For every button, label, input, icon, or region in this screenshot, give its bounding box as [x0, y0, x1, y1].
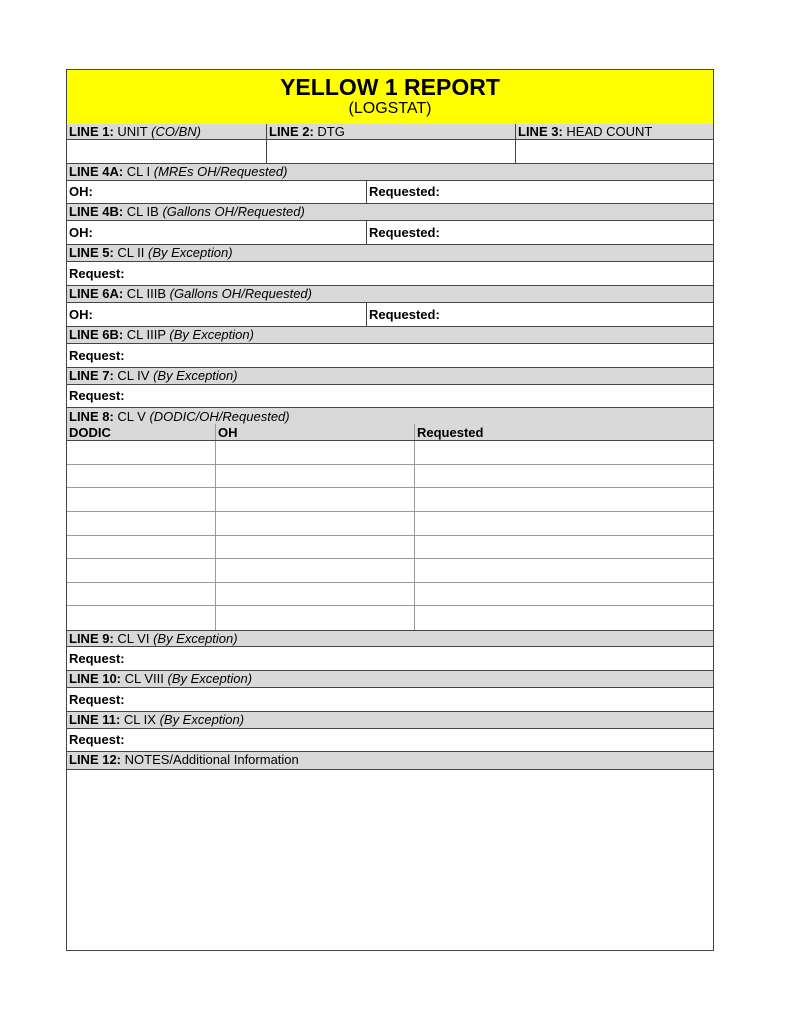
requested-cell[interactable] — [414, 465, 713, 488]
line4b-header: LINE 4B: CL IB (Gallons OH/Requested) — [67, 204, 713, 221]
dodic-cell[interactable] — [67, 559, 215, 582]
line8-header — [67, 408, 713, 441]
report-header — [67, 70, 713, 125]
line10-entry-row[interactable] — [67, 688, 713, 712]
dodic-table-body — [67, 441, 713, 630]
line9-request-label: Request: — [69, 651, 125, 666]
line6a-oh-field[interactable]: OH: — [69, 307, 93, 322]
requested-cell[interactable] — [414, 536, 713, 559]
report-subtitle: (LOGSTAT) — [348, 100, 432, 117]
line9-entry-row[interactable] — [67, 647, 713, 671]
oh-cell[interactable] — [215, 441, 414, 464]
oh-cell[interactable] — [215, 512, 414, 535]
yellow1-report-form — [66, 69, 714, 951]
line4a-entry-row — [67, 181, 713, 204]
table-row — [67, 559, 713, 583]
notes-area[interactable] — [67, 770, 713, 950]
dodic-cell[interactable] — [67, 441, 215, 464]
line6b-request-label: Request: — [69, 348, 125, 363]
requested-cell[interactable] — [414, 559, 713, 582]
oh-cell[interactable] — [215, 559, 414, 582]
lines-1-3-entry-row — [67, 140, 713, 164]
table-row — [67, 536, 713, 560]
dodic-cell[interactable] — [67, 488, 215, 511]
line11-entry-row[interactable] — [67, 729, 713, 752]
dtg-field[interactable] — [266, 140, 515, 163]
oh-cell[interactable] — [215, 536, 414, 559]
head-count-field[interactable] — [515, 140, 713, 163]
lines-1-3-header — [67, 124, 713, 140]
line7-entry-row[interactable] — [67, 385, 713, 408]
line3-label: LINE 3: HEAD COUNT — [515, 124, 713, 139]
line4a-requested-field[interactable]: Requested: — [366, 181, 713, 203]
line1-label: LINE 1: UNIT (CO/BN) — [69, 124, 201, 139]
oh-cell[interactable] — [215, 465, 414, 488]
line4b-entry-row — [67, 221, 713, 245]
dodic-cell[interactable] — [67, 465, 215, 488]
line5-entry-row[interactable] — [67, 262, 713, 286]
oh-column-header: OH — [218, 425, 238, 440]
line6a-entry-row — [67, 303, 713, 327]
line8-label: LINE 8: CL V (DODIC/OH/Requested) — [69, 409, 290, 424]
line11-request-label: Request: — [69, 732, 125, 747]
line10-header: LINE 10: CL VIII (By Exception) — [67, 671, 713, 688]
requested-cell[interactable] — [414, 441, 713, 464]
line4a-oh-field[interactable]: OH: — [69, 184, 93, 199]
line2-label: LINE 2: DTG — [266, 124, 515, 139]
oh-cell[interactable] — [215, 583, 414, 606]
line6a-header: LINE 6A: CL IIIB (Gallons OH/Requested) — [67, 286, 713, 303]
unit-field[interactable] — [67, 140, 266, 163]
line4b-requested-field[interactable]: Requested: — [366, 221, 713, 244]
line5-header: LINE 5: CL II (By Exception) — [67, 245, 713, 262]
requested-cell[interactable] — [414, 583, 713, 606]
requested-column-header: Requested — [417, 425, 484, 440]
line7-header: LINE 7: CL IV (By Exception) — [67, 368, 713, 385]
line7-request-label: Request: — [69, 388, 125, 403]
table-row — [67, 583, 713, 607]
line6a-requested-field[interactable]: Requested: — [366, 303, 713, 326]
dodic-column-header: DODIC — [69, 425, 111, 440]
line10-request-label: Request: — [69, 692, 125, 707]
line4a-header: LINE 4A: CL I (MREs OH/Requested) — [67, 164, 713, 181]
oh-cell[interactable] — [215, 606, 414, 630]
oh-cell[interactable] — [215, 488, 414, 511]
line6b-entry-row[interactable] — [67, 344, 713, 368]
requested-cell[interactable] — [414, 488, 713, 511]
requested-cell[interactable] — [414, 606, 713, 630]
line4b-oh-field[interactable]: OH: — [69, 225, 93, 240]
line5-request-label: Request: — [69, 266, 125, 281]
table-row — [67, 606, 713, 630]
table-row — [67, 512, 713, 536]
line9-header: LINE 9: CL VI (By Exception) — [67, 630, 713, 647]
table-row — [67, 488, 713, 512]
requested-cell[interactable] — [414, 512, 713, 535]
table-row — [67, 465, 713, 489]
line11-header: LINE 11: CL IX (By Exception) — [67, 712, 713, 729]
dodic-cell[interactable] — [67, 606, 215, 630]
report-title: YELLOW 1 REPORT — [280, 74, 500, 100]
line6b-header: LINE 6B: CL IIIP (By Exception) — [67, 327, 713, 344]
line12-header: LINE 12: NOTES/Additional Information — [67, 752, 713, 770]
table-row — [67, 441, 713, 465]
dodic-cell[interactable] — [67, 512, 215, 535]
dodic-cell[interactable] — [67, 536, 215, 559]
dodic-cell[interactable] — [67, 583, 215, 606]
